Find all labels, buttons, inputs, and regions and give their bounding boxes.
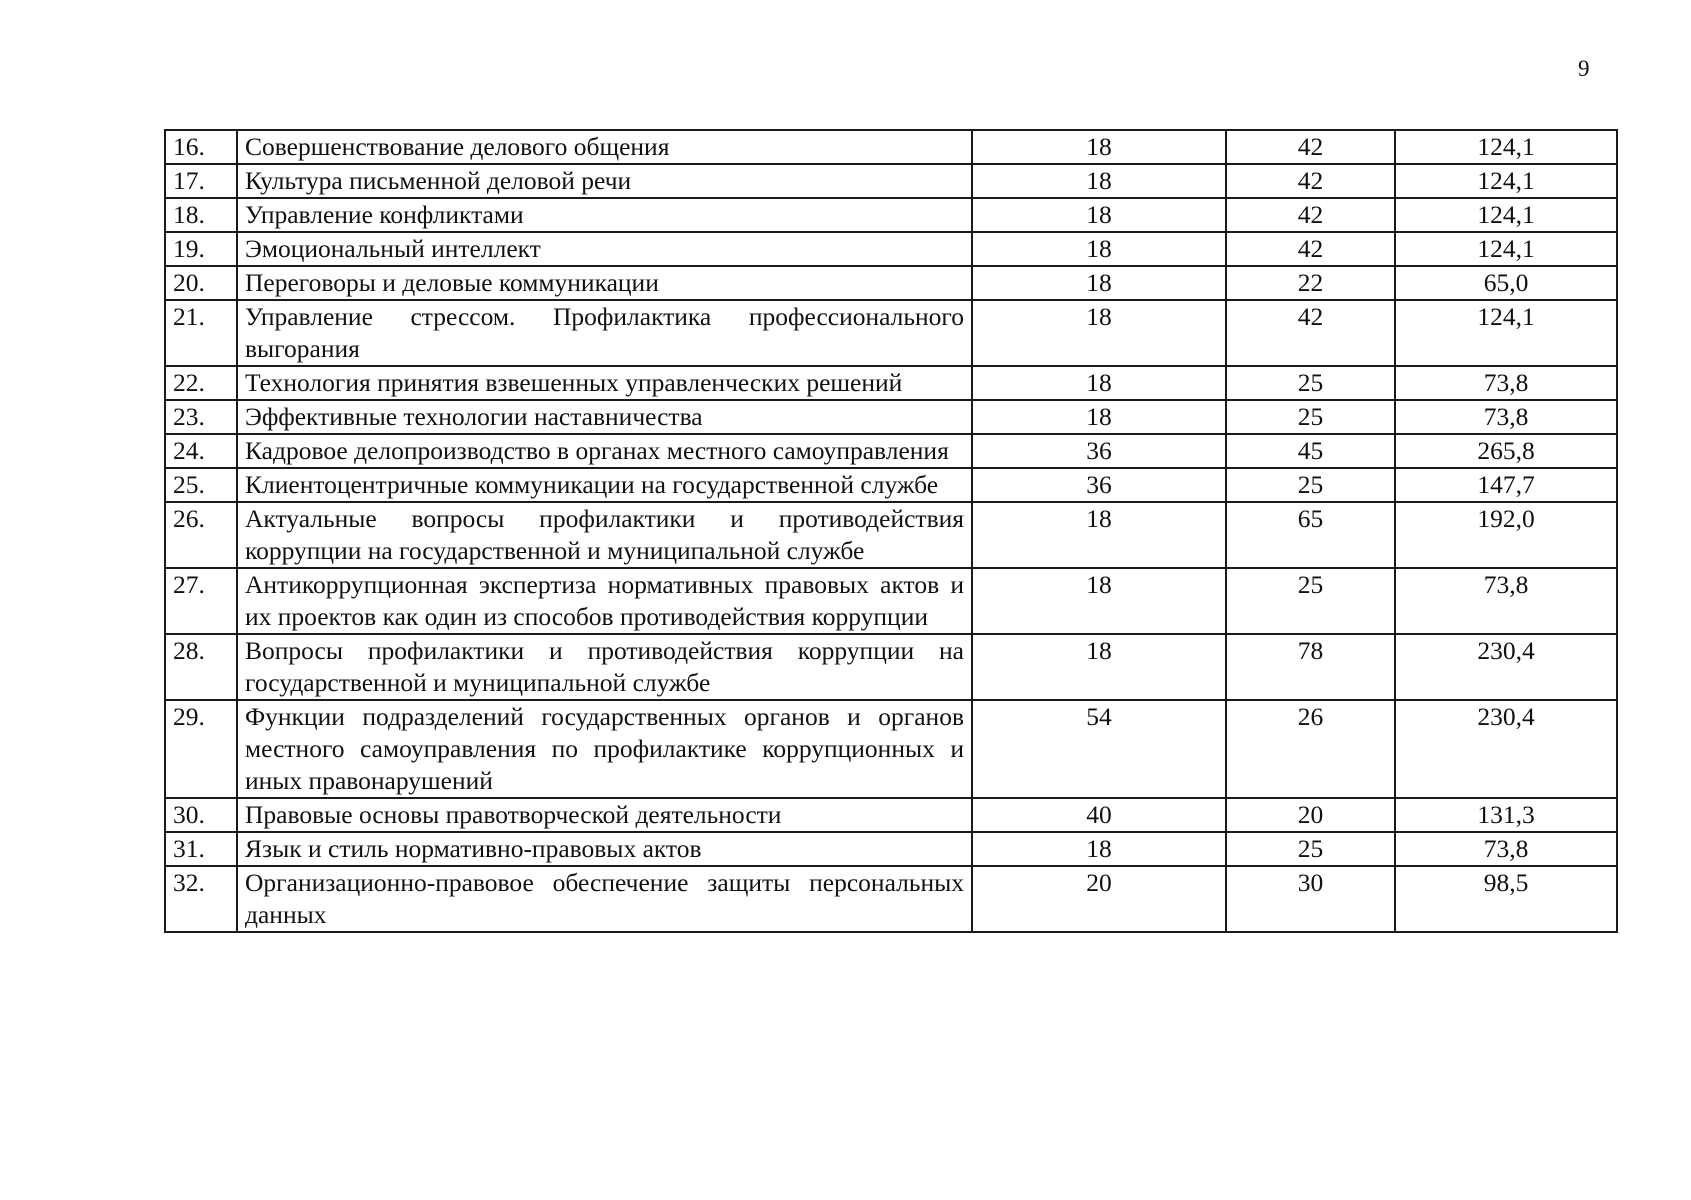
row-number-cell: 24.	[165, 434, 237, 468]
column-3-value-cell: 124,1	[1395, 232, 1617, 266]
row-number-cell: 29.	[165, 700, 237, 798]
course-name-cell: Актуальные вопросы профилактики и противодействия коррупции на государственной и муниципальной службе	[237, 502, 972, 568]
column-3-value-cell: 230,4	[1395, 700, 1617, 798]
row-number-cell: 17.	[165, 164, 237, 198]
table-row	[165, 798, 1617, 832]
column-1-value-cell: 18	[972, 232, 1226, 266]
course-name-cell: Переговоры и деловые коммуникации	[237, 266, 972, 300]
table-row	[165, 832, 1617, 866]
row-number-cell: 23.	[165, 400, 237, 434]
column-1-value-cell: 54	[972, 700, 1226, 798]
table-row	[165, 866, 1617, 932]
row-number-cell: 25.	[165, 468, 237, 502]
column-3-value-cell: 147,7	[1395, 468, 1617, 502]
column-2-value-cell: 25	[1226, 468, 1395, 502]
course-name-cell: Управление конфликтами	[237, 198, 972, 232]
column-1-value-cell: 36	[972, 468, 1226, 502]
column-2-value-cell: 42	[1226, 300, 1395, 366]
row-number-cell: 31.	[165, 832, 237, 866]
table-row	[165, 434, 1617, 468]
column-3-value-cell: 73,8	[1395, 400, 1617, 434]
table-row	[165, 634, 1617, 700]
column-3-value-cell: 265,8	[1395, 434, 1617, 468]
row-number-cell: 19.	[165, 232, 237, 266]
table-row	[165, 700, 1617, 798]
row-number-cell: 21.	[165, 300, 237, 366]
column-2-value-cell: 42	[1226, 130, 1395, 164]
row-number-cell: 18.	[165, 198, 237, 232]
column-1-value-cell: 18	[972, 130, 1226, 164]
course-name-cell: Культура письменной деловой речи	[237, 164, 972, 198]
column-3-value-cell: 73,8	[1395, 832, 1617, 866]
course-name-cell: Функции подразделений государственных органов и органов местного самоуправления по профилактике коррупционных и иных правонарушений	[237, 700, 972, 798]
column-1-value-cell: 18	[972, 198, 1226, 232]
column-1-value-cell: 18	[972, 366, 1226, 400]
table-row	[165, 502, 1617, 568]
table-body	[165, 130, 1617, 932]
column-2-value-cell: 25	[1226, 400, 1395, 434]
course-name-cell: Антикоррупционная экспертиза нормативных правовых актов и их проектов как один из способов противодействия коррупции	[237, 568, 972, 634]
column-2-value-cell: 25	[1226, 366, 1395, 400]
course-name-cell: Кадровое делопроизводство в органах местного самоуправления	[237, 434, 972, 468]
table-row	[165, 568, 1617, 634]
column-3-value-cell: 98,5	[1395, 866, 1617, 932]
row-number-cell: 30.	[165, 798, 237, 832]
course-name-cell: Эффективные технологии наставничества	[237, 400, 972, 434]
column-2-value-cell: 25	[1226, 832, 1395, 866]
table-row	[165, 468, 1617, 502]
course-name-cell: Вопросы профилактики и противодействия коррупции на государственной и муниципальной службе	[237, 634, 972, 700]
column-3-value-cell: 124,1	[1395, 164, 1617, 198]
column-1-value-cell: 18	[972, 568, 1226, 634]
row-number-cell: 32.	[165, 866, 237, 932]
column-2-value-cell: 25	[1226, 568, 1395, 634]
row-number-cell: 26.	[165, 502, 237, 568]
column-1-value-cell: 36	[972, 434, 1226, 468]
column-2-value-cell: 26	[1226, 700, 1395, 798]
column-2-value-cell: 65	[1226, 502, 1395, 568]
column-2-value-cell: 30	[1226, 866, 1395, 932]
table-row	[165, 400, 1617, 434]
table-row	[165, 266, 1617, 300]
column-1-value-cell: 18	[972, 832, 1226, 866]
column-1-value-cell: 18	[972, 300, 1226, 366]
course-name-cell: Организационно-правовое обеспечение защиты персональных данных	[237, 866, 972, 932]
course-name-cell: Совершенствование делового общения	[237, 130, 972, 164]
course-name-cell: Язык и стиль нормативно-правовых актов	[237, 832, 972, 866]
column-1-value-cell: 18	[972, 634, 1226, 700]
column-3-value-cell: 124,1	[1395, 130, 1617, 164]
row-number-cell: 28.	[165, 634, 237, 700]
page-number: 9	[1578, 56, 1590, 81]
column-2-value-cell: 45	[1226, 434, 1395, 468]
table-row	[165, 232, 1617, 266]
column-3-value-cell: 230,4	[1395, 634, 1617, 700]
column-2-value-cell: 42	[1226, 198, 1395, 232]
table-row	[165, 300, 1617, 366]
column-3-value-cell: 73,8	[1395, 366, 1617, 400]
course-name-cell: Управление стрессом. Профилактика профессионального выгорания	[237, 300, 972, 366]
column-1-value-cell: 18	[972, 164, 1226, 198]
row-number-cell: 22.	[165, 366, 237, 400]
column-2-value-cell: 42	[1226, 232, 1395, 266]
column-1-value-cell: 18	[972, 266, 1226, 300]
column-1-value-cell: 18	[972, 502, 1226, 568]
row-number-cell: 16.	[165, 130, 237, 164]
column-2-value-cell: 20	[1226, 798, 1395, 832]
column-2-value-cell: 22	[1226, 266, 1395, 300]
course-name-cell: Технология принятия взвешенных управленческих решений	[237, 366, 972, 400]
table-row	[165, 130, 1617, 164]
row-number-cell: 27.	[165, 568, 237, 634]
course-name-cell: Эмоциональный интеллект	[237, 232, 972, 266]
row-number-cell: 20.	[165, 266, 237, 300]
column-3-value-cell: 192,0	[1395, 502, 1617, 568]
column-3-value-cell: 65,0	[1395, 266, 1617, 300]
column-3-value-cell: 73,8	[1395, 568, 1617, 634]
column-1-value-cell: 18	[972, 400, 1226, 434]
column-3-value-cell: 124,1	[1395, 198, 1617, 232]
column-3-value-cell: 124,1	[1395, 300, 1617, 366]
course-name-cell: Клиентоцентричные коммуникации на государственной службе	[237, 468, 972, 502]
column-1-value-cell: 20	[972, 866, 1226, 932]
course-name-cell: Правовые основы правотворческой деятельности	[237, 798, 972, 832]
column-3-value-cell: 131,3	[1395, 798, 1617, 832]
table-row	[165, 366, 1617, 400]
program-table	[164, 129, 1618, 933]
column-2-value-cell: 78	[1226, 634, 1395, 700]
column-1-value-cell: 40	[972, 798, 1226, 832]
table-row	[165, 198, 1617, 232]
table-row	[165, 164, 1617, 198]
column-2-value-cell: 42	[1226, 164, 1395, 198]
